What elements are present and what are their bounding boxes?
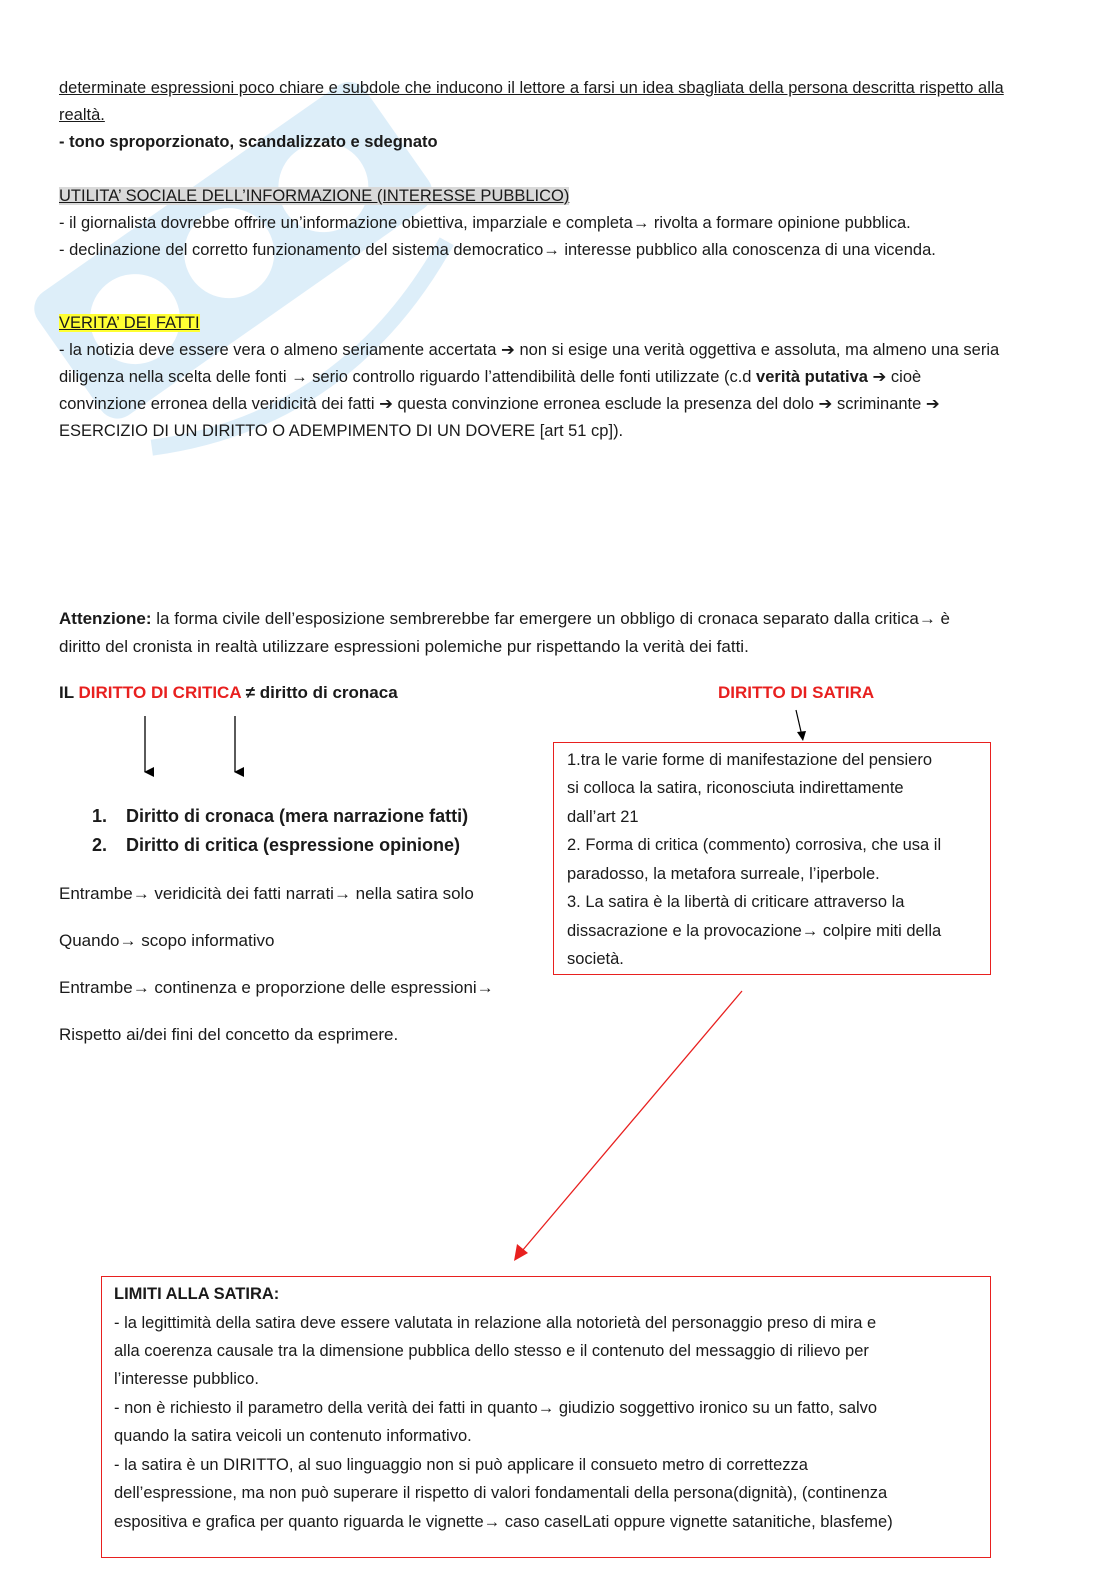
verita-heading: [59, 310, 200, 337]
critica-paragraph-1: Entrambe→ veridicità dei fatti narrati→ nella satira solo: [59, 884, 474, 903]
limiti-line-3: l’interesse pubblico.: [114, 1370, 259, 1388]
critica-heading: [59, 679, 398, 706]
red-connector-arrow: [500, 985, 760, 1270]
verita-heading-text: VERITA’ DEI FATTI: [59, 314, 200, 332]
critica-suffix: ≠ diritto di cronaca: [240, 683, 398, 702]
critica-paragraph-3: Entrambe→ continenza e proporzione delle espressioni→: [59, 978, 494, 997]
red-arrow-line: [522, 991, 742, 1251]
verita-line-1: - la notizia deve essere vera o almeno seriamente accertata ➔ non si esige una verità oggettiva e assoluta, ma almeno una seria: [59, 341, 1000, 359]
utilita-heading-text: UTILITA’ SOCIALE DELL’INFORMAZIONE (INTERESSE PUBBLICO): [59, 187, 570, 205]
limiti-line-2: alla coerenza causale tra la dimensione pubblica dello stesso e il contenuto del messaggio di rilievo per: [114, 1342, 869, 1360]
limiti-line-4: - non è richiesto il parametro della verità dei fatti in quanto→ giudizio soggettivo ironico su un fatto, salvo: [114, 1399, 878, 1417]
utilita-line-1: - il giornalista dovrebbe offrire un’informazione obiettiva, imparziale e completa→ rivolta a formare opinione pubblica.: [59, 214, 911, 232]
satira-line-6: 3. La satira è la libertà di criticare attraverso la: [567, 893, 905, 911]
intro-line-2: realtà.: [59, 106, 105, 124]
critica-item-2: [92, 832, 460, 859]
satira-line-3: dall’art 21: [567, 808, 639, 826]
utilita-line-2: - declinazione del corretto funzionamento del sistema democratico→ interesse pubblico alla conoscenza di una vicenda.: [59, 241, 936, 259]
satira-arrow: [790, 708, 814, 744]
satira-line-8: società.: [567, 950, 624, 968]
critica-paragraph-2: Quando→ scopo informativo: [59, 931, 275, 950]
limiti-line-7: dell’espressione, ma non può superare il rispetto di valori fondamentali della persona(dignità), (continenza: [114, 1484, 888, 1502]
verita-line-2c: ➔ cioè: [867, 368, 922, 386]
limiti-line-1: - la legittimità della satira deve essere valutata in relazione alla notorietà del personaggio preso di mira e: [114, 1314, 877, 1332]
limiti-heading: LIMITI ALLA SATIRA:: [114, 1285, 280, 1303]
satira-line-5: paradosso, la metafora surreale, l’iperbole.: [567, 865, 880, 883]
satira-line-1: 1.tra le varie forme di manifestazione del pensiero: [567, 751, 933, 769]
attenzione-line-1: [59, 605, 950, 632]
critica-item-1: [92, 803, 468, 830]
verita-line-4: ESERCIZIO DI UN DIRITTO O ADEMPIMENTO DI UN DOVERE [art 51 cp]).: [59, 422, 624, 440]
satira-heading: DIRITTO DI SATIRA: [718, 683, 875, 702]
satira-line-7: dissacrazione e la provocazione→ colpire miti della: [567, 922, 942, 940]
limiti-line-6: - la satira è un DIRITTO, al suo linguaggio non si può applicare il consueto metro di correttezza: [114, 1456, 808, 1474]
verita-line-2: [59, 364, 921, 391]
satira-line-4: 2. Forma di critica (commento) corrosiva, che usa il: [567, 836, 942, 854]
verita-putativa: verità putativa: [756, 368, 868, 386]
attenzione-text-1: la forma civile dell’esposizione sembrerebbe far emergere un obbligo di cronaca separato dalla critica→ è: [151, 609, 951, 628]
satira-line-2: si colloca la satira, riconosciuta indirettamente: [567, 779, 904, 797]
limiti-line-8: espositiva e grafica per quanto riguarda le vignette→ caso caselLati oppure vignette satanitiche, blasfeme): [114, 1513, 893, 1531]
attenzione-label: Attenzione:: [59, 609, 152, 628]
attenzione-line-2: diritto del cronista in realtà utilizzare espressioni polemiche pur rispettando la verità dei fatti.: [59, 637, 749, 656]
critica-item-1-text: Diritto di cronaca (mera narrazione fatti): [126, 806, 469, 826]
critica-item-2-text: Diritto di critica (espressione opinione): [126, 835, 461, 855]
critica-item-2-num: 2.: [92, 835, 108, 855]
critica-arrows: [130, 712, 250, 780]
limiti-line-5: quando la satira veicoli un contenuto informativo.: [114, 1427, 472, 1445]
critica-item-1-num: 1.: [92, 806, 108, 826]
critica-red: DIRITTO DI CRITICA: [78, 683, 241, 702]
critica-paragraph-4: Rispetto ai/dei fini del concetto da esprimere.: [59, 1025, 399, 1044]
intro-line-1: determinate espressioni poco chiare e subdole che inducono il lettore a farsi un idea sbagliata della persona descritta rispetto alla: [59, 79, 1004, 97]
verita-line-3: convinzione erronea della veridicità dei fatti ➔ questa convinzione erronea esclude la presenza del dolo ➔ scriminante ➔: [59, 395, 940, 413]
critica-prefix: IL: [59, 683, 79, 702]
verita-line-2a: diligenza nella scelta delle fonti → serio controllo riguardo l’attendibilità delle fonti utilizzate (c.d: [59, 368, 757, 386]
utilita-heading: [59, 183, 569, 210]
intro-line-3: - tono sproporzionato, scandalizzato e sdegnato: [59, 133, 438, 151]
satira-arrow-head: [797, 731, 806, 741]
